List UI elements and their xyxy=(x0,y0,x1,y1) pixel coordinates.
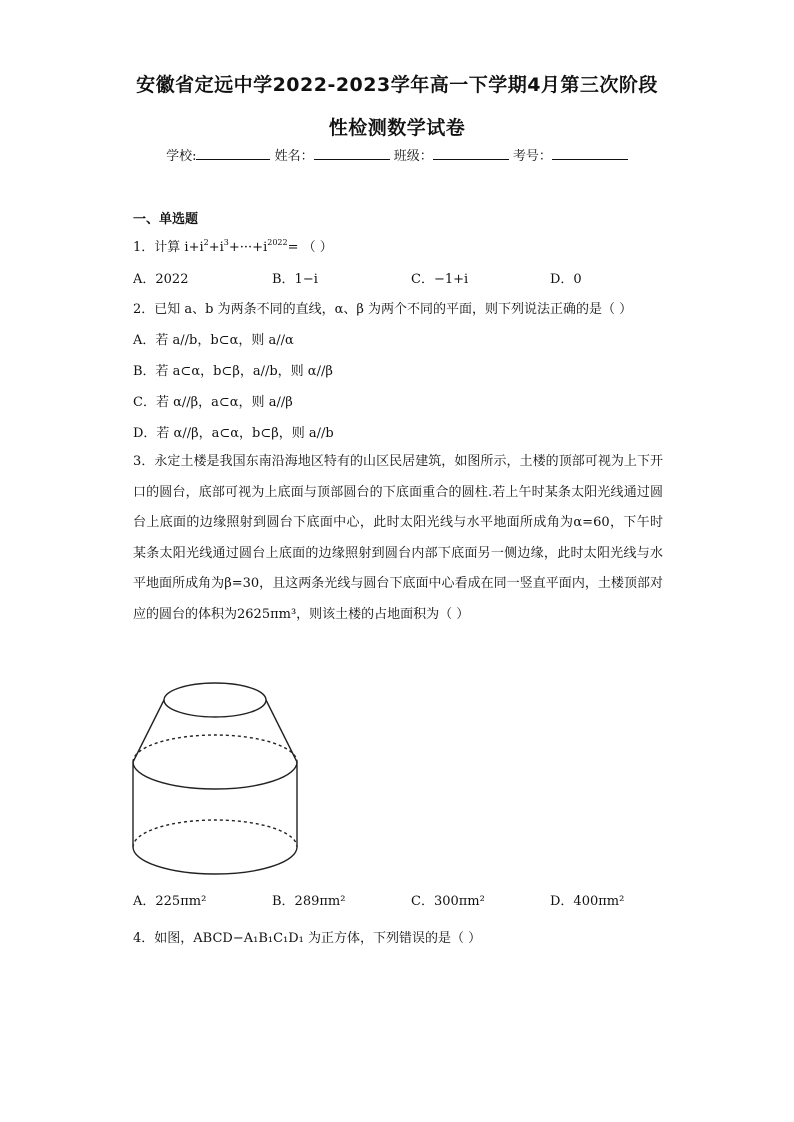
name-label: 姓名： xyxy=(274,149,314,164)
class-label: 班级： xyxy=(393,149,433,164)
name-blank xyxy=(314,145,390,160)
section-heading: 一、单选题 xyxy=(133,212,199,227)
student-info-row xyxy=(0,145,794,164)
bottom-ellipse-back xyxy=(133,820,297,847)
middle-ellipse-back xyxy=(133,735,297,762)
exam-title-line1: 安徽省定远中学2022-2023学年高一下学期4月第三次阶段 xyxy=(136,74,658,96)
q1-option-d: D．0 xyxy=(550,272,582,287)
q2-option-c: C．若 α//β，a⊂α，则 a//β xyxy=(133,395,293,410)
q1-formula: $i+i^2+i^3+\cdot\cdot\cdot+i^{2022}=$ xyxy=(184,238,299,255)
school-label: 学校: xyxy=(166,149,197,164)
q2-option-b: B．若 a⊂α，b⊂β，a//b，则 α//β xyxy=(133,364,333,379)
middle-ellipse-front xyxy=(133,762,297,789)
frustum-left-edge xyxy=(133,700,164,762)
q2-option-a: A．若 a//b，b⊂α，则 a//α xyxy=(133,333,294,348)
q4-stem: 4．如图，ABCD−A₁B₁C₁D₁ 为正方体，下列错误的是（ ） xyxy=(133,931,482,946)
bottom-ellipse-front xyxy=(133,847,297,874)
q3-option-b: B．289πm² xyxy=(272,894,346,909)
q1-stem-prefix: 1．计算 xyxy=(133,240,181,255)
exam-no-blank xyxy=(552,145,628,160)
exam-title-line2: 性检测数学试卷 xyxy=(328,117,466,139)
tulou-frustum-cylinder-figure xyxy=(128,675,303,885)
exam-no-label: 考号： xyxy=(512,149,552,164)
school-blank xyxy=(196,145,270,160)
q1-option-a: A．2022 xyxy=(133,272,189,287)
q1-option-c: C．−1+i xyxy=(411,272,469,287)
q1-stem xyxy=(133,236,333,255)
frustum-right-edge xyxy=(266,700,297,762)
q3-option-c: C．300πm² xyxy=(411,894,485,909)
q1-option-b: B．1−i xyxy=(272,272,318,287)
q2-stem: 2．已知 a、b 为两条不同的直线，α、β 为两个不同的平面，则下列说法正确的是（ ） xyxy=(133,302,633,317)
q3-option-d: D．400πm² xyxy=(550,894,625,909)
q3-option-a: A．225πm² xyxy=(133,894,207,909)
q1-stem-suffix: （ ） xyxy=(302,240,333,255)
q2-option-d: D．若 α//β，a⊂α，b⊂β，则 a//b xyxy=(133,426,334,441)
frustum-top-ellipse xyxy=(164,683,266,717)
q3-stem: 3．永定土楼是我国东南沿海地区特有的山区民居建筑，如图所示，土楼的顶部可视为上下开口的圆台，底部可视为上底面与顶部圆台的下底面重合的圆柱.若上午时某条太阳光线通过圆台上底面的边缘照射到圆台下底面中心，此时太阳光线与水平地面所成角为α=60，下午时某条太阳光线通过圆台上底面的边缘照射到圆台内部下底面另一侧边缘，此时太阳光线与水平地面所成角为β=30，且这两条光线与圆台下底面中心看成在同一竖直平面内，土楼顶部对应的圆台的体积为2625πm³，则该土楼的占地面积为（ ） xyxy=(133,454,663,622)
class-blank xyxy=(433,145,509,160)
